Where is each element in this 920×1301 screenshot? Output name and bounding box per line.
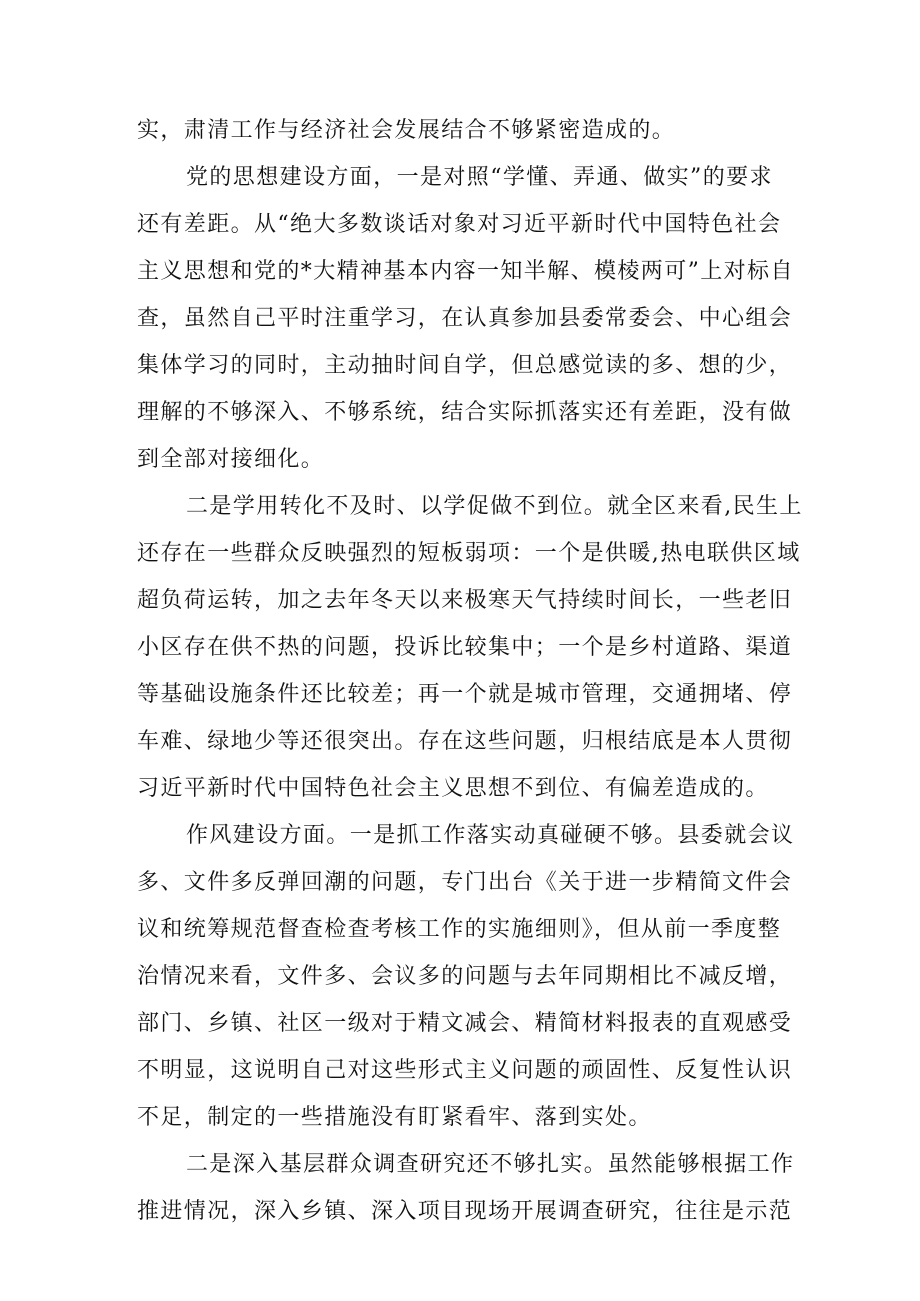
text-line: 二是深入基层群众调查研究还不够扎实。虽然能够根据工作 bbox=[186, 1152, 795, 1177]
text-line: 党的思想建设方面，一是对照“学懂、弄通、做实”的要求 bbox=[186, 165, 773, 190]
paragraph-ideological-building bbox=[137, 154, 794, 483]
text-line: 小区存在供不热的问题，投诉比较集中；一个是乡村道路、渠道 bbox=[137, 635, 793, 660]
text-line: 理解的不够深入、不够系统，结合实际抓落实还有差距，没有做 bbox=[137, 400, 793, 425]
paragraph-work-style bbox=[137, 812, 795, 1141]
text-line: 车难、绿地少等还很突出。存在这些问题，归根结底是本人贯彻 bbox=[137, 729, 793, 754]
document-body bbox=[137, 107, 803, 1235]
text-line: 部门、乡镇、社区一级对于精文减会、精简材料报表的直观感受 bbox=[137, 1011, 793, 1036]
text-line: 还存在一些群众反映强烈的短板弱项：一个是供暖,热电联供区域 bbox=[137, 541, 801, 566]
text-line: 主义思想和党的*大精神基本内容一知半解、模棱两可”上对标自 bbox=[137, 259, 794, 284]
paragraph-learning-application bbox=[137, 483, 803, 812]
paragraph-grassroots-research bbox=[137, 1141, 795, 1235]
text-line: 议和统筹规范督查检查考核工作的实施细则》，但从前一季度整 bbox=[137, 917, 782, 942]
text-line: 超负荷运转，加之去年冬天以来极寒天气持续时间长，一些老旧 bbox=[137, 588, 793, 613]
text-line: 作风建设方面。一是抓工作落实动真碰硬不够。县委就会议 bbox=[186, 823, 795, 848]
text-line: 实，肃清工作与经济社会发展结合不够紧密造成的。 bbox=[137, 118, 676, 143]
text-line: 二是学用转化不及时、以学促做不到位。就全区来看,民生上 bbox=[186, 494, 803, 519]
text-line: 不足，制定的一些措施没有盯紧看牢、落到实处。 bbox=[137, 1105, 652, 1130]
text-line: 查，虽然自己平时注重学习，在认真参加县委常委会、中心组会 bbox=[137, 306, 793, 331]
text-line: 到全部对接细化。 bbox=[137, 447, 325, 472]
text-line: 治情况来看，文件多、会议多的问题与去年同期相比不减反增， bbox=[137, 964, 793, 989]
text-line: 集体学习的同时，主动抽时间自学，但总感觉读的多、想的少， bbox=[137, 353, 793, 378]
text-line: 等基础设施条件还比较差；再一个就是城市管理，交通拥堵、停 bbox=[137, 682, 793, 707]
text-line: 推进情况，深入乡镇、深入项目现场开展调查研究，往往是示范 bbox=[137, 1199, 793, 1224]
paragraph-continuation bbox=[137, 107, 787, 154]
text-line: 还有差距。从“绝大多数谈话对象对习近平新时代中国特色社会 bbox=[137, 212, 782, 237]
text-line: 不明显，这说明自己对这些形式主义问题的顽固性、反复性认识 bbox=[137, 1058, 793, 1083]
text-line: 习近平新时代中国特色社会主义思想不到位、有偏差造成的。 bbox=[137, 776, 769, 801]
text-line: 多、文件多反弹回潮的问题，专门出台《关于进一步精简文件会 bbox=[137, 870, 793, 895]
